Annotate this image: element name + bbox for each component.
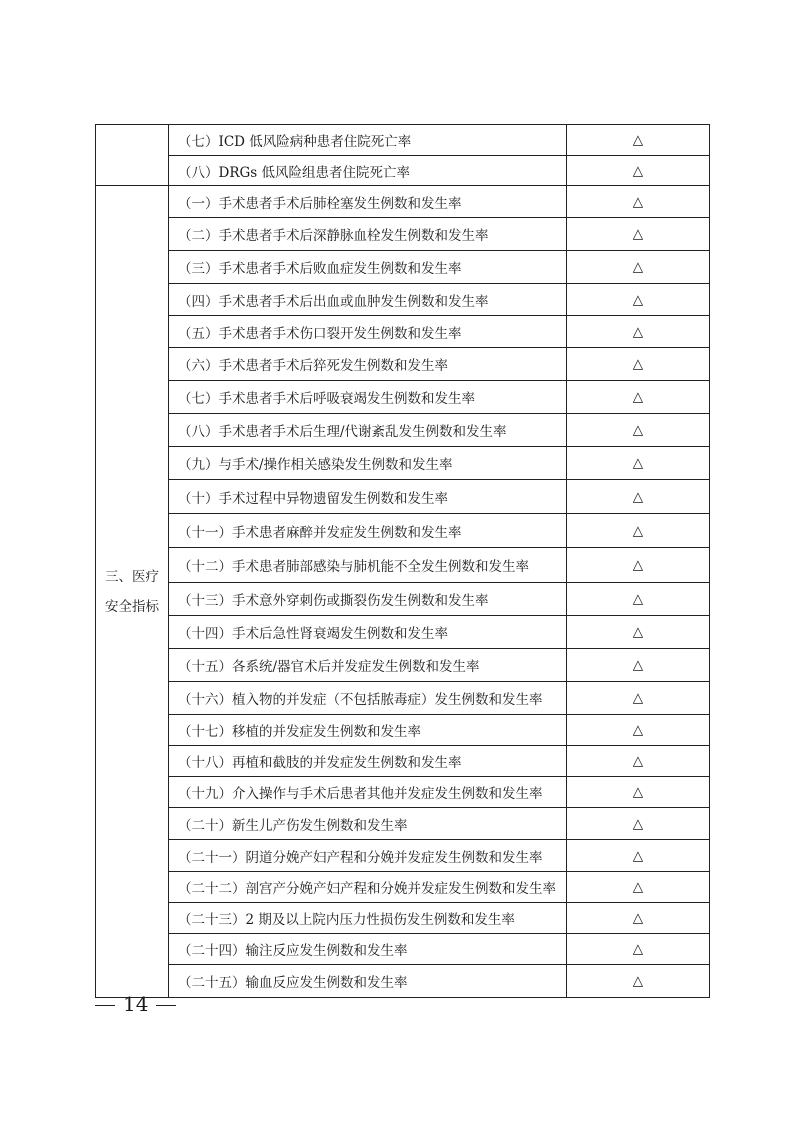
indicator-item: （二十三）2 期及以上院内压力性损伤发生例数和发生率 bbox=[169, 903, 567, 934]
indicator-item: （四）手术患者手术后出血或血肿发生例数和发生率 bbox=[169, 284, 567, 316]
indicator-item: （二十二）剖宫产分娩产妇产程和分娩并发症发生例数和发生率 bbox=[169, 872, 567, 903]
table-row bbox=[96, 840, 710, 872]
table-row bbox=[96, 649, 710, 682]
indicator-mark: △ bbox=[567, 840, 710, 872]
indicator-item: （二十一）阴道分娩产妇产程和分娩并发症发生例数和发生率 bbox=[169, 840, 567, 872]
table-row bbox=[96, 808, 710, 840]
page-number: 14 bbox=[123, 992, 149, 1016]
table-row bbox=[96, 186, 710, 218]
indicator-mark: △ bbox=[567, 156, 710, 186]
indicator-item: （十）手术过程中异物遗留发生例数和发生率 bbox=[169, 480, 567, 514]
indicator-item: （一）手术患者手术后肺栓塞发生例数和发生率 bbox=[169, 186, 567, 218]
table-row bbox=[96, 715, 710, 746]
indicator-item: （七）ICD 低风险病种患者住院死亡率 bbox=[169, 125, 567, 156]
table-row bbox=[96, 125, 710, 156]
indicator-mark: △ bbox=[567, 381, 710, 414]
indicator-mark: △ bbox=[567, 583, 710, 616]
indicator-item: （十四）手术后急性肾衰竭发生例数和发生率 bbox=[169, 616, 567, 649]
indicator-item: （十一）手术患者麻醉并发症发生例数和发生率 bbox=[169, 514, 567, 548]
category-title-line2: 安全指标 bbox=[105, 598, 159, 615]
indicator-table bbox=[95, 124, 710, 998]
table-row bbox=[96, 616, 710, 649]
table-row bbox=[96, 934, 710, 965]
indicator-mark: △ bbox=[567, 186, 710, 218]
indicator-mark: △ bbox=[567, 682, 710, 715]
indicator-item: （八）DRGs 低风险组患者住院死亡率 bbox=[169, 156, 567, 186]
indicator-item: （九）与手术/操作相关感染发生例数和发生率 bbox=[169, 447, 567, 480]
table-row bbox=[96, 583, 710, 616]
table-row bbox=[96, 414, 710, 447]
category-cell-medical-safety bbox=[96, 186, 169, 998]
indicator-item: （十七）移植的并发症发生例数和发生率 bbox=[169, 715, 567, 746]
indicator-mark: △ bbox=[567, 514, 710, 548]
indicator-item: （十九）介入操作与手术后患者其他并发症发生例数和发生率 bbox=[169, 777, 567, 808]
indicator-item: （十八）再植和截肢的并发症发生例数和发生率 bbox=[169, 746, 567, 777]
indicator-mark: △ bbox=[567, 218, 710, 251]
indicator-mark: △ bbox=[567, 616, 710, 649]
table-row bbox=[96, 903, 710, 934]
indicator-mark: △ bbox=[567, 903, 710, 934]
footer-right-dash bbox=[156, 1005, 176, 1006]
table-row bbox=[96, 284, 710, 316]
table-row bbox=[96, 381, 710, 414]
indicator-item: （十六）植入物的并发症（不包括脓毒症）发生例数和发生率 bbox=[169, 682, 567, 715]
indicator-item: （六）手术患者手术后猝死发生例数和发生率 bbox=[169, 348, 567, 381]
indicator-item: （七）手术患者手术后呼吸衰竭发生例数和发生率 bbox=[169, 381, 567, 414]
indicator-item: （二）手术患者手术后深静脉血栓发生例数和发生率 bbox=[169, 218, 567, 251]
indicator-mark: △ bbox=[567, 284, 710, 316]
category-title-line1: 三、医疗 bbox=[105, 568, 159, 585]
table-row bbox=[96, 514, 710, 548]
table-row bbox=[96, 965, 710, 998]
indicator-item: （五）手术患者手术伤口裂开发生例数和发生率 bbox=[169, 316, 567, 348]
indicator-mark: △ bbox=[567, 316, 710, 348]
indicator-item: （十二）手术患者肺部感染与肺机能不全发生例数和发生率 bbox=[169, 548, 567, 583]
indicator-mark: △ bbox=[567, 414, 710, 447]
table-row bbox=[96, 872, 710, 903]
indicator-mark: △ bbox=[567, 746, 710, 777]
indicator-mark: △ bbox=[567, 447, 710, 480]
indicator-mark: △ bbox=[567, 125, 710, 156]
indicator-mark: △ bbox=[567, 777, 710, 808]
table-row bbox=[96, 682, 710, 715]
table-row bbox=[96, 156, 710, 186]
indicator-mark: △ bbox=[567, 934, 710, 965]
indicator-mark: △ bbox=[567, 715, 710, 746]
table-row bbox=[96, 218, 710, 251]
indicator-item: （二十五）输血反应发生例数和发生率 bbox=[169, 965, 567, 998]
indicator-item: （十五）各系统/器官术后并发症发生例数和发生率 bbox=[169, 649, 567, 682]
table-row bbox=[96, 777, 710, 808]
indicator-table-container bbox=[95, 124, 698, 998]
category-cell-prev-section bbox=[96, 125, 169, 186]
table-row bbox=[96, 348, 710, 381]
table-row bbox=[96, 251, 710, 284]
indicator-mark: △ bbox=[567, 965, 710, 998]
indicator-mark: △ bbox=[567, 649, 710, 682]
indicator-item: （十三）手术意外穿刺伤或撕裂伤发生例数和发生率 bbox=[169, 583, 567, 616]
table-row bbox=[96, 447, 710, 480]
indicator-table-body bbox=[96, 125, 710, 998]
table-row bbox=[96, 548, 710, 583]
table-row bbox=[96, 480, 710, 514]
table-row bbox=[96, 316, 710, 348]
indicator-item: （八）手术患者手术后生理/代谢紊乱发生例数和发生率 bbox=[169, 414, 567, 447]
page-footer bbox=[95, 992, 176, 1016]
indicator-mark: △ bbox=[567, 808, 710, 840]
footer-left-dash bbox=[95, 1005, 115, 1006]
indicator-mark: △ bbox=[567, 348, 710, 381]
indicator-mark: △ bbox=[567, 480, 710, 514]
indicator-mark: △ bbox=[567, 251, 710, 284]
indicator-item: （二十）新生儿产伤发生例数和发生率 bbox=[169, 808, 567, 840]
indicator-mark: △ bbox=[567, 872, 710, 903]
table-row bbox=[96, 746, 710, 777]
indicator-item: （三）手术患者手术后败血症发生例数和发生率 bbox=[169, 251, 567, 284]
indicator-item: （二十四）输注反应发生例数和发生率 bbox=[169, 934, 567, 965]
indicator-mark: △ bbox=[567, 548, 710, 583]
